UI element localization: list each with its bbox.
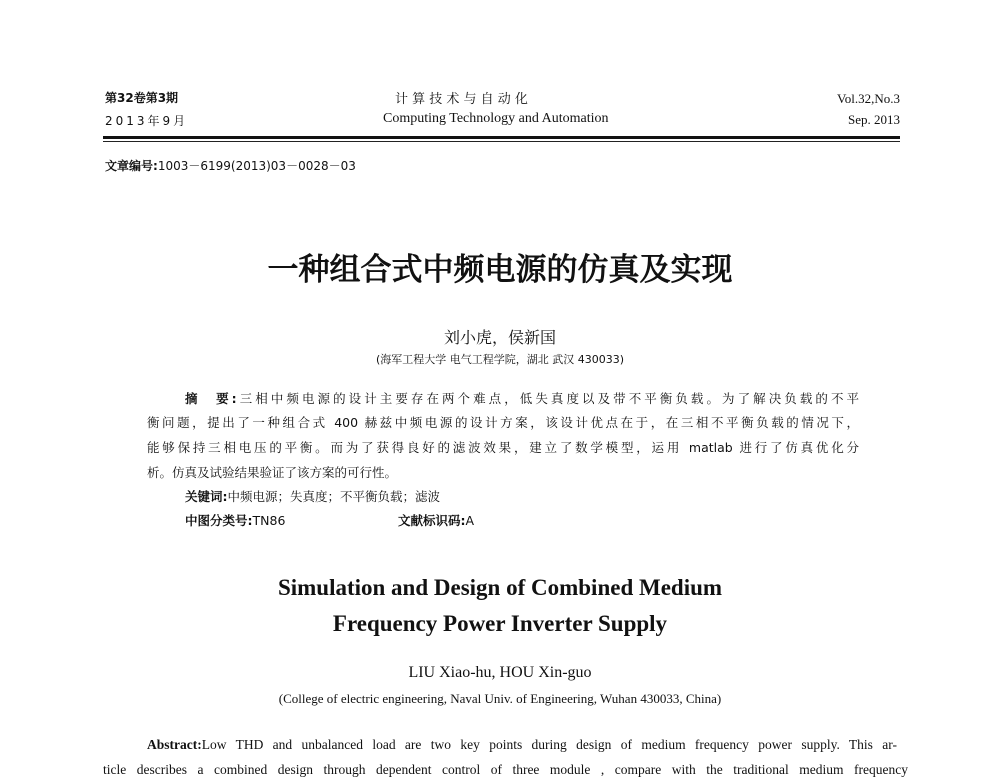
journal-title-en: Computing Technology and Automation (383, 111, 609, 126)
volume-cn: 第32卷第3期 (105, 91, 179, 105)
classification-number (185, 511, 285, 529)
date-en: Sep. 2013 (848, 112, 900, 127)
header-rule (103, 136, 900, 139)
abstract-cn-line-1: 摘 要:三相中频电源的设计主要存在两个难点，低失真度以及带不平衡负载。为了解决负载的不平 (185, 391, 860, 406)
volume-en: Vol.32,No.3 (837, 91, 900, 106)
document-code-value: A (465, 513, 475, 528)
abstract-cn-line-4: 析。仿真及试验结果验证了该方案的可行性。 (147, 465, 398, 480)
authors-en: LIU Xiao-hu, HOU Xin-guo (408, 664, 592, 681)
affiliation-en: (College of electric engineering, Naval Univ. of Engineering, Wuhan 430033, China) (278, 691, 722, 706)
abstract-cn-line-2: 衡问题，提出了一种组合式 400 赫兹中频电源的设计方案，该设计优点在于，在三相不平衡负载的情况下， (147, 415, 859, 430)
document-code (398, 511, 474, 529)
affiliation-cn: (海军工程大学 电气工程学院，湖北 武汉 430033) (375, 353, 625, 366)
abstract-cn-label: 摘 要: (185, 391, 237, 406)
article-number (105, 157, 356, 174)
abstract-en-line-2: ticle describes a combined design through dependent control of three module , compare with the traditional medium frequency (103, 762, 908, 777)
keywords-cn (185, 487, 440, 505)
document-code-label: 文献标识码: (398, 513, 466, 528)
date-cn: 2013年9月 (105, 114, 189, 128)
title-cn: 一种组合式中频电源的仿真及实现 (267, 252, 733, 288)
abstract-en-label: Abstract: (147, 737, 202, 752)
classification-label: 中图分类号: (185, 513, 253, 528)
article-number-label: 文章编号: (105, 159, 158, 173)
journal-title-cn: 计 算 技 术 与 自 动 化 (395, 92, 528, 107)
classification-value: TN86 (252, 513, 286, 528)
authors-cn: 刘小虎，侯新国 (443, 328, 556, 347)
title-en-line-1: Simulation and Design of Combined Medium (277, 575, 723, 600)
abstract-cn-line-3: 能够保持三相电压的平衡。而为了获得良好的滤波效果，建立了数学模型，运用 matlab 进行了仿真优化分 (147, 440, 859, 455)
keywords-value: 中频电源；失真度；不平衡负载；滤波 (227, 489, 441, 504)
abstract-en-line-1: Abstract:Low THD and unbalanced load are two key points during design of medium frequency power supply. This ar- (147, 737, 897, 752)
keywords-label: 关键词: (185, 489, 228, 504)
header-rule-thin (103, 141, 900, 142)
title-en-line-2: Frequency Power Inverter Supply (332, 611, 668, 636)
article-number-value: 1003－6199(2013)03－0028－03 (157, 159, 356, 173)
